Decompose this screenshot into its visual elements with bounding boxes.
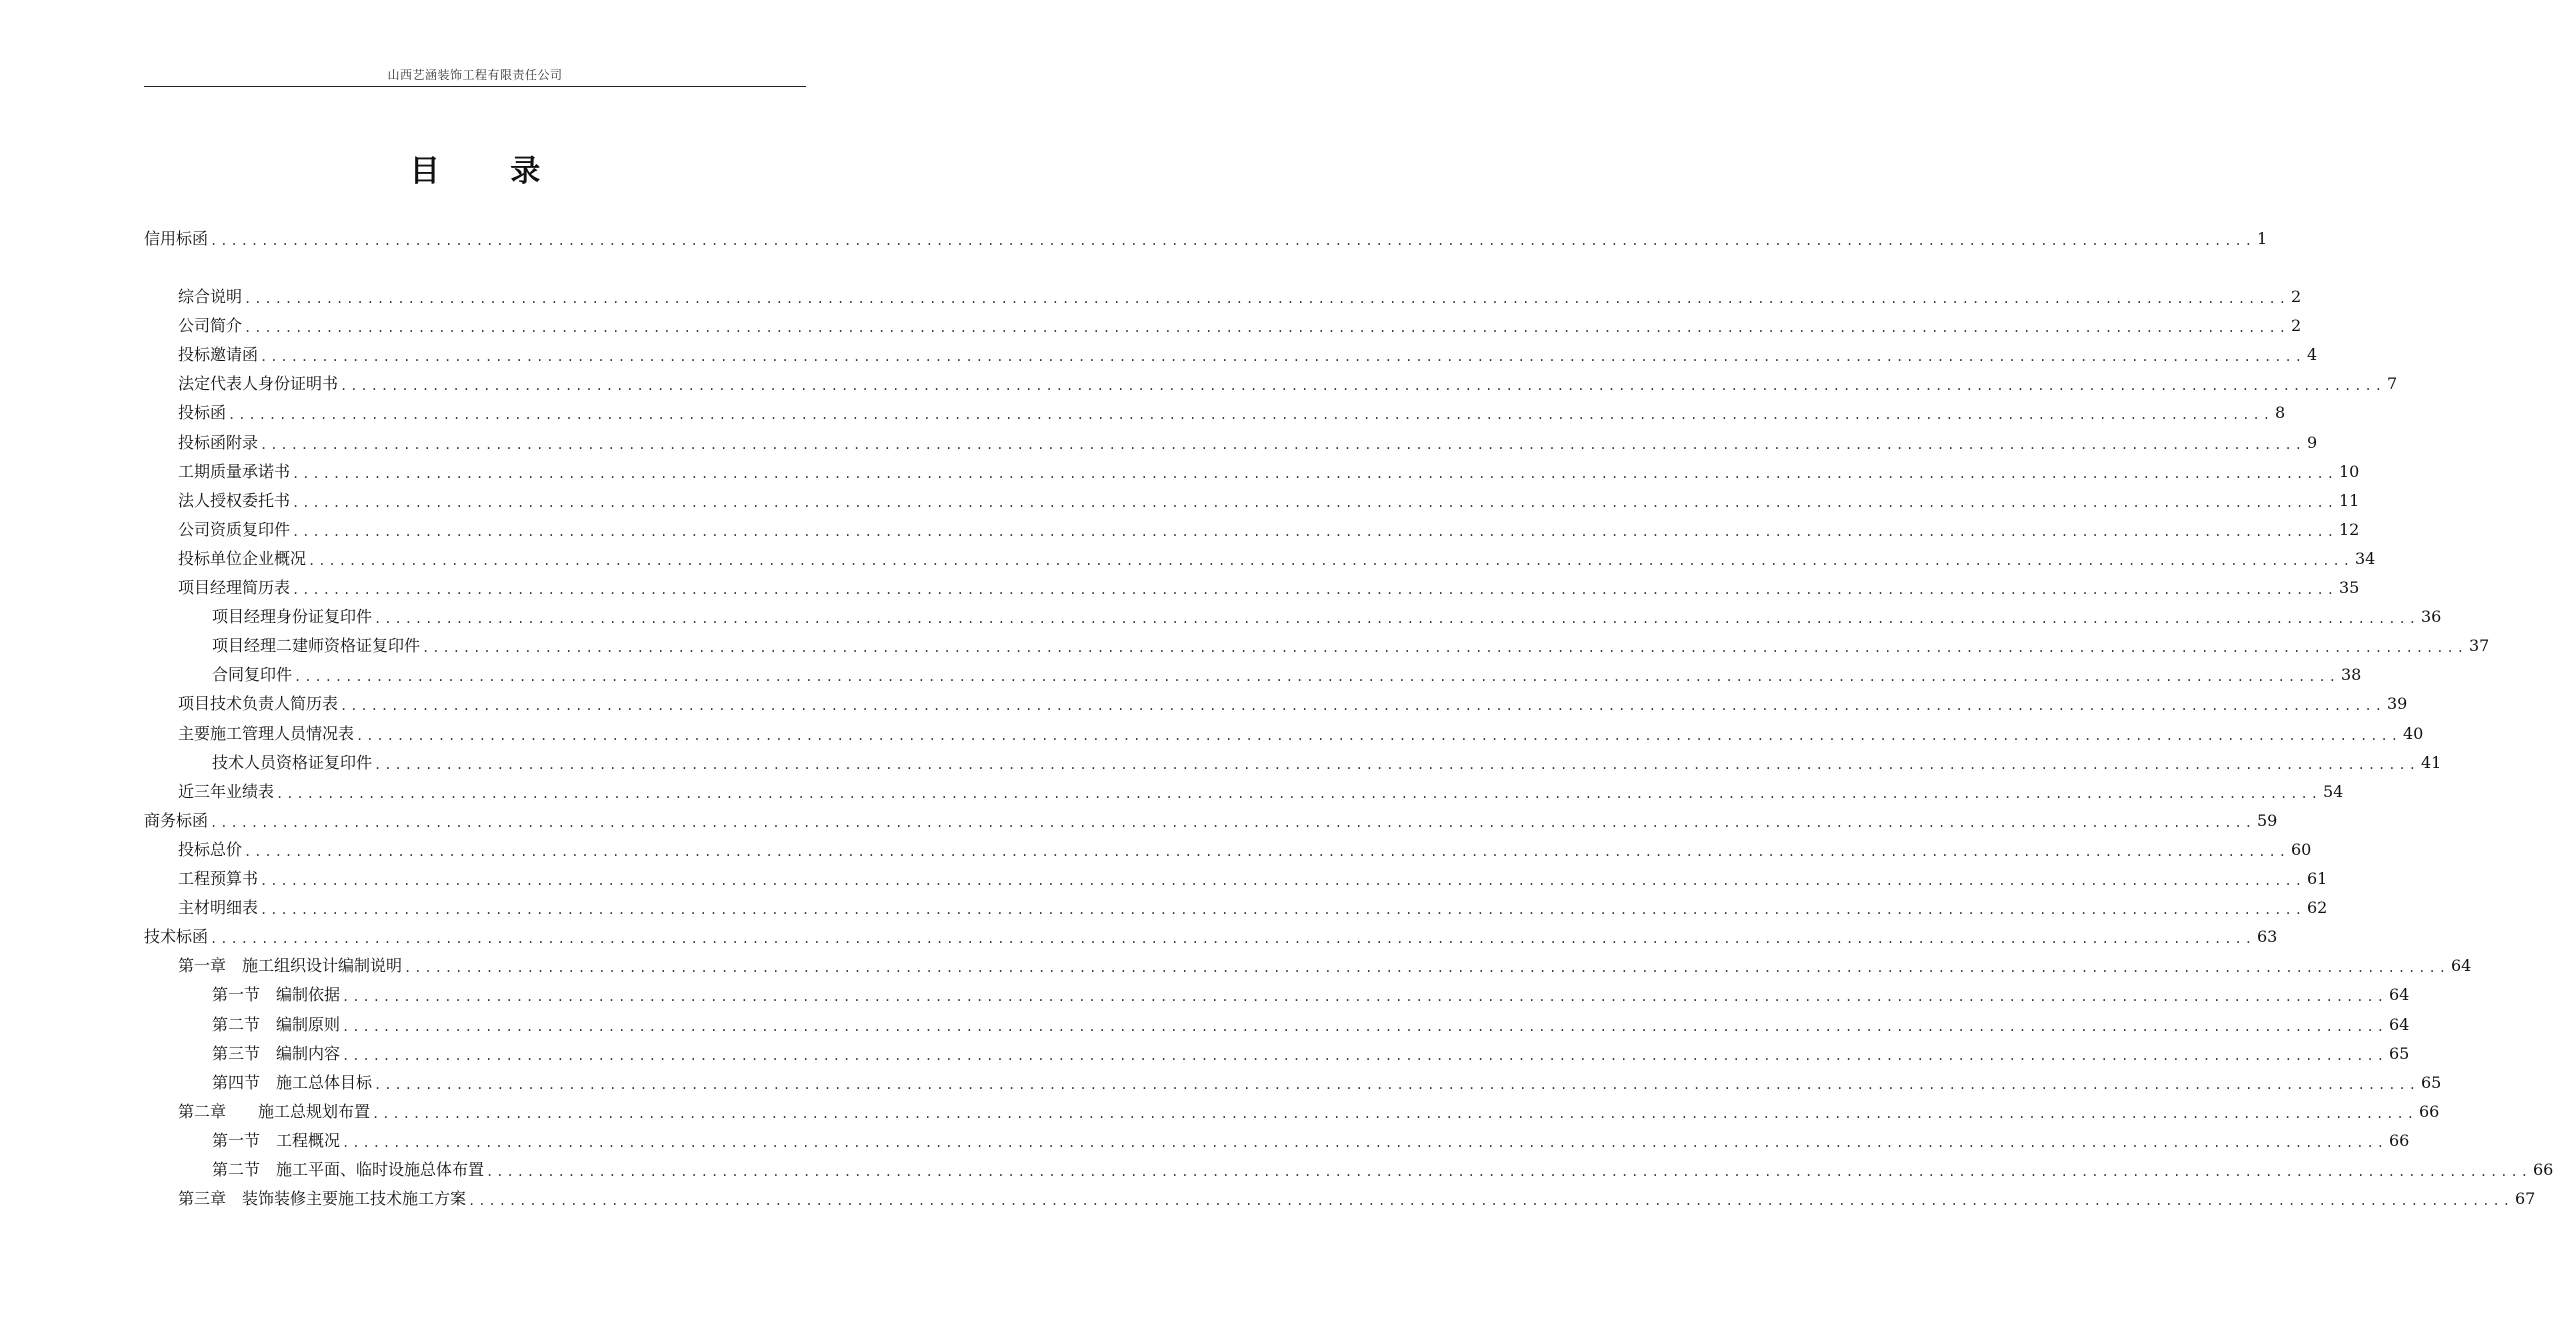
toc-entry-page: 2 (2290, 287, 2302, 306)
toc-leader-dots: ........................................................................................................................................................................................................ (260, 874, 2305, 888)
toc-entry-label: 第二节 施工平面、临时设施总体布置 (212, 1160, 485, 1179)
toc-entry[interactable] (178, 1099, 2440, 1123)
toc-entry[interactable] (212, 1128, 2410, 1152)
toc-entry-page: 60 (2290, 839, 2312, 859)
toc-leader-dots: ........................................................................................................................................................................................................ (244, 292, 2289, 306)
toc-entry[interactable] (178, 779, 2344, 803)
toc-leader-dots: ........................................................................................................................................................................................................ (244, 844, 2289, 859)
toc-entry-label: 合同复印件 (212, 665, 293, 685)
toc-entry-label: 投标函附录 (178, 432, 259, 452)
toc-entry-label: 第一章 施工组织设计编制说明 (178, 956, 403, 976)
toc-entry[interactable] (178, 575, 2360, 599)
toc-entry[interactable] (178, 313, 2302, 337)
toc-entry-label: 技术标函 (144, 927, 209, 947)
toc-leader-dots: ........................................................................................................................................................................................................ (374, 757, 2419, 772)
toc-leader-dots: ........................................................................................................................................................................................................ (292, 583, 2337, 597)
toc-entry-page: 54 (2322, 781, 2344, 801)
toc-entry[interactable] (212, 1041, 2410, 1065)
toc-entry[interactable] (178, 691, 2408, 715)
toc-leader-dots: ........................................................................................................................................................................................................ (342, 1135, 2387, 1150)
toc-entry-page: 1 (2256, 229, 2268, 248)
toc-entry-page: 39 (2386, 694, 2408, 714)
toc-entry-page: 36 (2420, 607, 2442, 627)
toc-entry-label: 法定代表人身份证明书 (178, 374, 339, 394)
toc-entry-label: 综合说明 (178, 287, 243, 306)
toc-entry-label: 项目技术负责人简历表 (178, 694, 339, 714)
toc-entry-label: 工期质量承诺书 (178, 461, 291, 481)
header-rule (144, 86, 806, 87)
toc-leader-dots: ........................................................................................................................................................................................................ (374, 612, 2419, 627)
toc-entry[interactable] (178, 371, 2398, 395)
toc-leader-dots: ........................................................................................................................................................................................................ (210, 815, 2255, 830)
toc-entry[interactable] (212, 633, 2490, 657)
toc-entry[interactable] (178, 721, 2424, 745)
toc-entry-page: 65 (2388, 1043, 2410, 1063)
toc-entry-page: 41 (2420, 752, 2442, 772)
toc-entry-page: 7 (2386, 374, 2398, 394)
toc-leader-dots: ........................................................................................................................................................................................................ (260, 437, 2305, 452)
toc-entry-label: 主材明细表 (178, 898, 259, 918)
toc-entry-label: 信用标函 (144, 229, 209, 248)
toc-entry-label: 法人授权委托书 (178, 490, 291, 510)
toc-entry-page: 38 (2340, 665, 2362, 685)
toc-leader-dots: ........................................................................................................................................................................................................ (404, 961, 2449, 976)
toc-entry[interactable] (178, 400, 2286, 424)
toc-entry-page: 67 (2514, 1189, 2536, 1209)
toc-entry[interactable] (178, 488, 2360, 512)
toc-entry-label: 第三章 装饰装修主要施工技术施工方案 (178, 1189, 467, 1209)
page-header: 山西艺涵装饰工程有限责任公司 (387, 68, 563, 82)
toc-entry-label: 项目经理二建师资格证复印件 (212, 636, 421, 656)
toc-entry-page: 59 (2256, 810, 2278, 830)
toc-entry[interactable] (212, 662, 2362, 686)
toc-entry[interactable] (178, 953, 2472, 977)
toc-leader-dots: ........................................................................................................................................................................................................ (422, 641, 2467, 656)
toc-entry[interactable] (212, 750, 2442, 774)
toc-leader-dots: ........................................................................................................................................................................................................ (468, 1194, 2513, 1209)
toc-leader-dots: ........................................................................................................................................................................................................ (340, 699, 2385, 714)
toc-leader-dots: ........................................................................................................................................................................................................ (210, 234, 2255, 248)
toc-entry-page: 61 (2306, 869, 2328, 888)
toc-entry-page: 35 (2338, 578, 2360, 597)
toc-leader-dots: ........................................................................................................................................................................................................ (340, 379, 2385, 394)
toc-entry-page: 63 (2256, 927, 2278, 947)
toc-leader-dots: ........................................................................................................................................................................................................ (260, 350, 2305, 365)
toc-entry-page: 11 (2338, 490, 2360, 510)
toc-entry-label: 主要施工管理人员情况表 (178, 723, 355, 743)
toc-entry-label: 第二节 编制原则 (212, 1014, 341, 1034)
page-title: 目 录 (409, 154, 571, 189)
toc-entry-page: 10 (2338, 461, 2360, 481)
toc-entry-label: 项目经理身份证复印件 (212, 607, 373, 627)
toc-leader-dots: ........................................................................................................................................................................................................ (342, 1048, 2387, 1063)
toc-entry-label: 公司简介 (178, 316, 243, 336)
toc-leader-dots: ........................................................................................................................................................................................................ (356, 728, 2401, 743)
toc-entry-page: 66 (2388, 1130, 2410, 1150)
toc-leader-dots: ........................................................................................................................................................................................................ (276, 786, 2321, 801)
toc-entry[interactable] (178, 837, 2312, 861)
toc-entry[interactable] (178, 895, 2328, 919)
toc-entry-label: 近三年业绩表 (178, 781, 275, 801)
toc-entry[interactable] (212, 604, 2442, 628)
toc-entry-label: 投标函 (178, 403, 227, 423)
toc-entry-page: 34 (2354, 548, 2376, 568)
toc-entry[interactable] (178, 546, 2376, 570)
toc-entry[interactable] (178, 866, 2328, 890)
toc-entry-label: 第一节 编制依据 (212, 985, 341, 1005)
toc-entry-label: 投标单位企业概况 (178, 548, 307, 568)
toc-entry[interactable] (178, 342, 2318, 366)
toc-entry-label: 投标总价 (178, 839, 243, 859)
toc-entry[interactable] (178, 459, 2360, 483)
toc-entry-label: 第三节 编制内容 (212, 1043, 341, 1063)
toc-entry-label: 第一节 工程概况 (212, 1130, 341, 1150)
toc-leader-dots: ........................................................................................................................................................................................................ (292, 495, 2337, 510)
toc-entry-label: 商务标函 (144, 810, 209, 830)
toc-entry[interactable] (212, 1157, 2553, 1181)
toc-entry-page: 65 (2420, 1072, 2442, 1092)
toc-entry[interactable] (144, 226, 2268, 250)
toc-entry-page: 64 (2450, 956, 2472, 976)
toc-leader-dots: ........................................................................................................................................................................................................ (228, 408, 2273, 423)
toc-entry[interactable] (212, 982, 2410, 1006)
toc-entry-page: 9 (2306, 432, 2318, 452)
toc-leader-dots: ........................................................................................................................................................................................................ (210, 932, 2255, 947)
toc-entry-page: 40 (2402, 723, 2424, 743)
toc-entry-label: 投标邀请函 (178, 345, 259, 365)
toc-entry-label: 第四节 施工总体目标 (212, 1072, 373, 1092)
toc-leader-dots: ........................................................................................................................................................................................................ (244, 321, 2289, 336)
toc-entry-page: 2 (2290, 316, 2302, 336)
toc-leader-dots: ........................................................................................................................................................................................................ (292, 524, 2337, 539)
toc-entry[interactable] (178, 1186, 2536, 1210)
toc-entry-label: 公司资质复印件 (178, 519, 291, 539)
toc-leader-dots: ........................................................................................................................................................................................................ (342, 990, 2387, 1005)
toc-entry-label: 第二章 施工总规划布置 (178, 1101, 371, 1121)
toc-leader-dots: ........................................................................................................................................................................................................ (486, 1165, 2531, 1179)
toc-entry[interactable] (212, 1070, 2442, 1094)
toc-entry-page: 64 (2388, 985, 2410, 1005)
toc-entry-label: 技术人员资格证复印件 (212, 752, 373, 772)
toc-entry[interactable] (212, 1012, 2410, 1036)
toc-leader-dots: ........................................................................................................................................................................................................ (294, 670, 2339, 685)
toc-entry-page: 66 (2532, 1160, 2553, 1179)
toc-entry[interactable] (178, 284, 2302, 308)
toc-entry[interactable] (178, 430, 2318, 454)
toc-entry-label: 工程预算书 (178, 869, 259, 888)
toc-entry-page: 4 (2306, 345, 2318, 365)
toc-entry-page: 37 (2468, 636, 2490, 656)
toc-entry[interactable] (144, 924, 2278, 948)
toc-entry-page: 8 (2274, 403, 2286, 423)
toc-leader-dots: ........................................................................................................................................................................................................ (260, 903, 2305, 918)
toc-entry-page: 62 (2306, 898, 2328, 918)
toc-entry-page: 12 (2338, 519, 2360, 539)
toc-entry-label: 项目经理简历表 (178, 578, 291, 597)
toc-leader-dots: ........................................................................................................................................................................................................ (374, 1077, 2419, 1092)
toc-entry[interactable] (144, 808, 2278, 832)
toc-entry-page: 64 (2388, 1014, 2410, 1034)
toc-leader-dots: ........................................................................................................................................................................................................ (292, 466, 2337, 481)
toc-entry-page: 66 (2418, 1101, 2440, 1121)
toc-leader-dots: ........................................................................................................................................................................................................ (372, 1106, 2417, 1121)
toc-leader-dots: ........................................................................................................................................................................................................ (308, 553, 2353, 568)
toc-leader-dots: ........................................................................................................................................................................................................ (342, 1019, 2387, 1034)
toc-entry[interactable] (178, 517, 2360, 541)
